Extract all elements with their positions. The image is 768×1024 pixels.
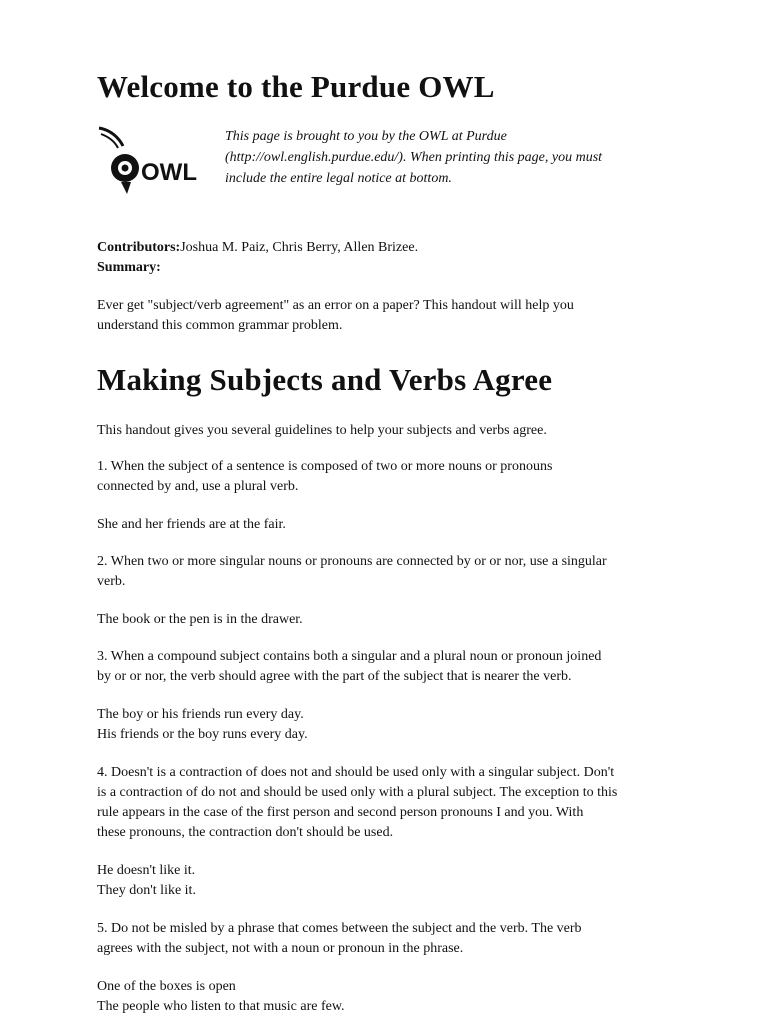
example-text: The book or the pen is in the drawer. [97,612,303,627]
summary-text-line: understand this common grammar problem. [97,318,343,333]
example-text: He doesn't like it. [97,863,196,878]
rule-text-line: 2. When two or more singular nouns or pronouns are connected by or or nor, use a singular [97,554,607,569]
owl-logo-icon [97,124,203,196]
summary-line [97,258,682,278]
notice-line: include the entire legal notice at bottom. [225,171,452,186]
rule-text-line: these pronouns, the contraction don't should be used. [97,825,394,840]
example-text: The boy or his friends run every day. [97,707,304,722]
example-1 [97,515,682,535]
example-text: The people who listen to that music are few. [97,999,345,1014]
rule-5 [97,919,682,959]
example-text: One of the boxes is open [97,979,236,994]
example-4 [97,861,682,901]
rule-4 [97,763,682,843]
summary-text-line: Ever get "subject/verb agreement" as an error on a paper? This handout will help you [97,298,574,313]
intro-paragraph [97,421,682,441]
example-text: She and her friends are at the fair. [97,517,286,532]
notice-line: This page is brought to you by the OWL at Purdue [225,129,507,144]
summary-label: Summary: [97,260,161,275]
svg-text:OWL: OWL [141,159,197,186]
rule-text-line: by or or nor, the verb should agree with the part of the subject that is nearer the verb. [97,669,572,684]
example-2 [97,610,682,630]
owl-logo [97,124,203,196]
rule-text-line: agrees with the subject, not with a noun or pronoun in the phrase. [97,941,464,956]
rule-text-line: rule appears in the case of the first person and second person pronouns I and you. With [97,805,584,820]
contributors-line [97,238,682,258]
rule-text-line: 1. When the subject of a sentence is composed of two or more nouns or pronouns [97,459,553,474]
rule-text-line: is a contraction of do not and should be used only with a plural subject. The exception to this [97,785,618,800]
rule-text-line: 5. Do not be misled by a phrase that comes between the subject and the verb. The verb [97,921,582,936]
section-title: Making Subjects and Verbs Agree [97,362,553,397]
example-3 [97,705,682,745]
contributors-label: Contributors: [97,240,181,255]
rule-text-line: 3. When a compound subject contains both a singular and a plural noun or pronoun joined [97,649,602,664]
example-text: His friends or the boy runs every day. [97,727,308,742]
page-title: Welcome to the Purdue OWL [97,69,495,104]
rule-text-line: connected by and, use a plural verb. [97,479,299,494]
example-text: They don't like it. [97,883,196,898]
example-5 [97,977,682,1017]
meta-block [97,238,682,278]
notice-line: (http://owl.english.purdue.edu/). When printing this page, you must [225,150,603,165]
summary-paragraph [97,296,682,336]
rule-text-line: verb. [97,574,126,589]
rule-text-line: 4. Doesn't is a contraction of does not and should be used only with a singular subject. Don't [97,765,615,780]
rule-1 [97,457,682,497]
rule-3 [97,647,682,687]
intro-text: This handout gives you several guidelines to help your subjects and verbs agree. [97,423,547,438]
contributors-value: Joshua M. Paiz, Chris Berry, Allen Brizee. [180,240,419,255]
rule-2 [97,552,682,592]
legal-notice [225,126,675,189]
